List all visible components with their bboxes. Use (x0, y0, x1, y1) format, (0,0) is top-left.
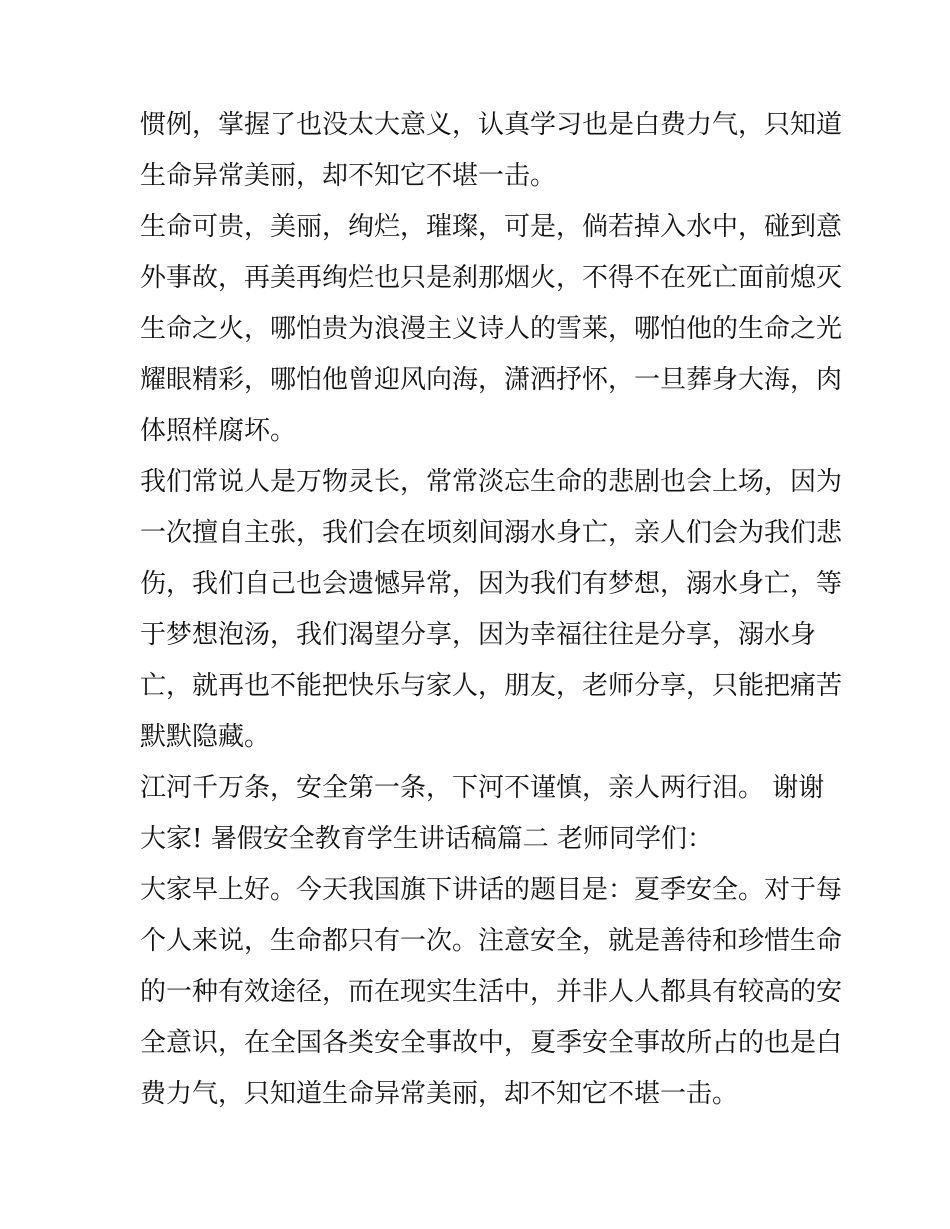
text-line: 于梦想泡汤，我们渴望分享，因为幸福往往是分享，溺水身 (140, 620, 817, 650)
text-line: 江河千万条，安全第一条，下河不谨慎，亲人两行泪。 谢谢 (140, 773, 825, 803)
text-line: 费力气，只知道生命异常美丽，却不知它不堪一击。 (140, 1079, 739, 1109)
text-line: 生命之火，哪怕贵为浪漫主义诗人的雪莱，哪怕他的生命之光 (140, 314, 843, 344)
document-body (140, 100, 843, 1120)
text-line: 生命异常美丽，却不知它不堪一击。 (140, 161, 557, 191)
text-line: 外事故，再美再绚烂也只是刹那烟火，不得不在死亡面前熄灭 (140, 263, 843, 293)
text-line: 生命可贵，美丽，绚烂，璀璨，可是，倘若掉入水中，碰到意 (140, 212, 843, 242)
text-line: 默默隐藏。 (140, 722, 271, 752)
text-line: 个人来说，生命都只有一次。注意安全，就是善待和珍惜生命 (140, 926, 843, 956)
text-line: 大家! 暑假安全教育学生讲话稿篇二 老师同学们： (140, 824, 713, 854)
text-line: 惯例，掌握了也没太大意义，认真学习也是白费力气，只知道 (140, 110, 843, 140)
text-line: 我们常说人是万物灵长，常常淡忘生命的悲剧也会上场，因为 (140, 467, 843, 497)
text-line: 一次擅自主张，我们会在顷刻间溺水身亡，亲人们会为我们悲 (140, 518, 843, 548)
text-line: 体照样腐坏。 (140, 416, 297, 446)
text-line: 伤，我们自己也会遗憾异常，因为我们有梦想，溺水身亡，等 (140, 569, 843, 599)
text-line: 全意识，在全国各类安全事故中，夏季安全事故所占的也是白 (140, 1028, 843, 1058)
text-line: 大家早上好。今天我国旗下讲话的题目是：夏季安全。对于每 (140, 875, 843, 905)
text-line: 耀眼精彩，哪怕他曾迎风向海，潇洒抒怀，一旦葬身大海，肉 (140, 365, 843, 395)
text-line: 亡，就再也不能把快乐与家人，朋友，老师分享，只能把痛苦 (140, 671, 843, 701)
text-line: 的一种有效途径，而在现实生活中，并非人人都具有较高的安 (140, 977, 843, 1007)
